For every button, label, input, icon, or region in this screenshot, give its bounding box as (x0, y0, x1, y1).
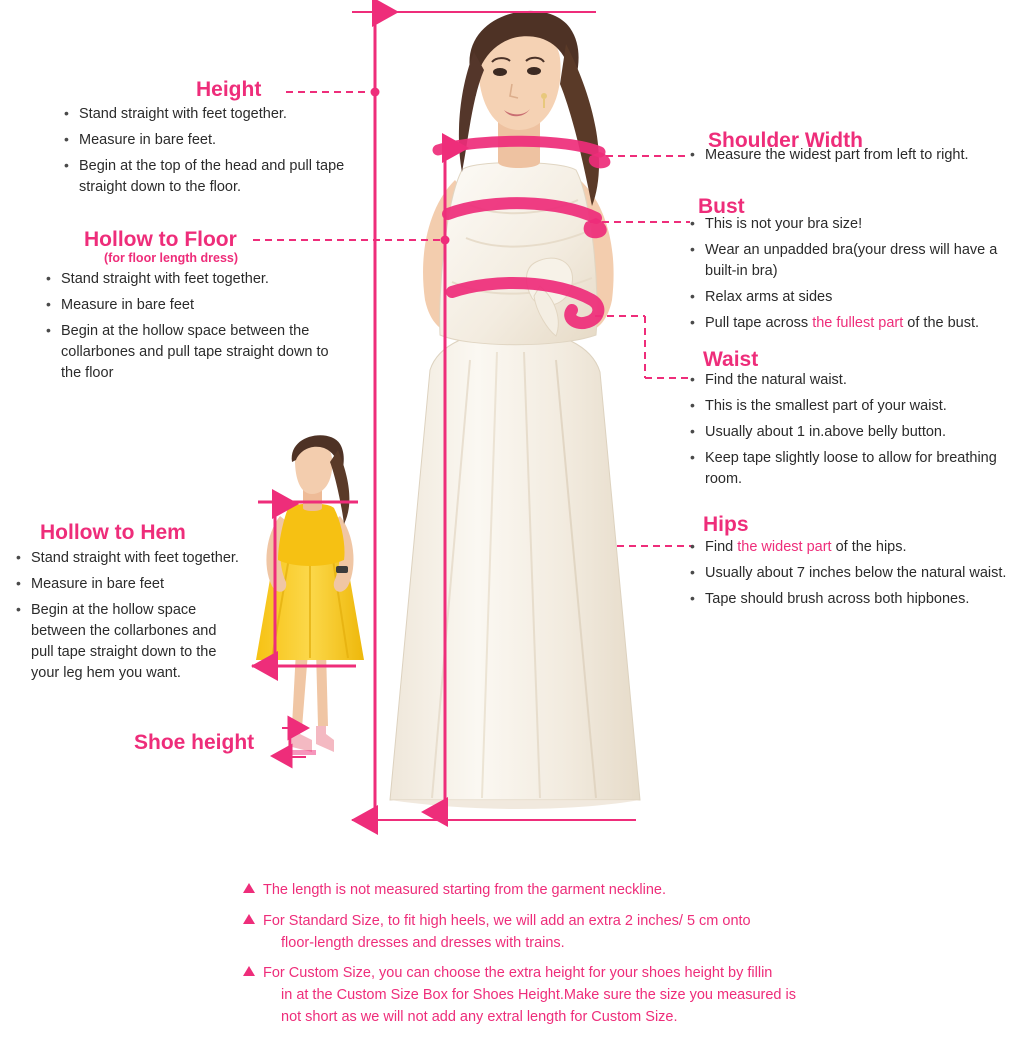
footnote-row (243, 911, 883, 955)
hollow-to-hem-bullets (14, 548, 239, 689)
bust-heading: Bust (698, 195, 745, 218)
list-item: • Stand straight with feet together. (62, 104, 352, 125)
bust-text-suffix: of the bust. (903, 315, 980, 332)
leader-lines-right (590, 156, 692, 546)
shoe-icon (286, 726, 334, 755)
main-model-figure (390, 11, 640, 809)
list-item: • Measure the widest part from left to right. (688, 145, 1008, 166)
footnote-row (243, 963, 883, 1028)
list-item: • Usually about 1 in.above belly button. (688, 422, 1008, 443)
list-item: • Begin at the hollow space between the collarbones and pull tape straight down to the your leg hem you want. (14, 600, 239, 684)
list-item: • Measure in bare feet (14, 574, 239, 595)
list-item: • Measure in bare feet (44, 295, 344, 316)
hollow-to-hem-measure-line (252, 502, 358, 666)
list-item: • Wear an unpadded bra(your dress will have a built-in bra) (688, 240, 1008, 282)
height-bullets (62, 104, 352, 203)
hollow-to-hem-model-figure (256, 435, 364, 755)
list-item: • This is the smallest part of your waist. (688, 396, 1008, 417)
hips-text-highlight: the widest part (737, 539, 832, 555)
bust-text-prefix: Pull tape across (705, 315, 813, 332)
list-item: • Begin at the hollow space between the collarbones and pull tape straight down to the floor (44, 321, 344, 384)
waist-heading: Waist (703, 348, 759, 371)
list-item: • Begin at the top of the head and pull tape straight down to the floor. (62, 156, 352, 198)
shoulder-width-bullets (688, 145, 1008, 171)
hips-text-suffix: of the hips. (831, 539, 907, 555)
tape-waist (452, 283, 598, 323)
hollow-to-floor-subheading: (for floor length dress) (104, 251, 239, 265)
footnote-row (243, 880, 883, 902)
footnote-line: For Standard Size, to fit high heels, we will add an extra 2 inches/ 5 cm onto (263, 912, 751, 929)
list-item (688, 537, 1008, 558)
hips-bullets (688, 537, 1008, 615)
list-item: • Relax arms at sides (688, 287, 1008, 308)
list-item (688, 313, 1008, 334)
hollow-to-floor-heading: Hollow to Floor (84, 228, 237, 251)
list-item: • Find the natural waist. (688, 370, 1008, 391)
footnote-line: The length is not measured starting from the garment neckline. (263, 882, 666, 898)
list-item: • This is not your bra size! (688, 214, 1008, 235)
list-item: • Stand straight with feet together. (14, 548, 239, 569)
bust-text-highlight: the fullest part (812, 315, 904, 332)
list-item: • Stand straight with feet together. (44, 269, 344, 290)
footnote-line: not short as we will not add any extral length for Custom Size. (281, 1008, 678, 1025)
warning-triangle-icon (243, 914, 255, 924)
bust-bullets (688, 214, 1008, 339)
hollow-to-hem-heading: Hollow to Hem (40, 521, 186, 544)
list-item: • Tape should brush across both hipbones. (688, 589, 1008, 610)
warning-triangle-icon (243, 966, 255, 976)
footnote-line: floor-length dresses and dresses with trains. (281, 934, 565, 951)
height-heading: Height (196, 78, 262, 101)
list-item: • Measure in bare feet. (62, 130, 352, 151)
footnote-line: in at the Custom Size Box for Shoes Height.Make sure the size you measured is (281, 987, 796, 1003)
waist-bullets (688, 370, 1008, 495)
footnotes (243, 880, 883, 1038)
warning-triangle-icon (243, 883, 255, 893)
hips-text-prefix: Find (705, 539, 738, 555)
shoe-height-measure-line (278, 728, 306, 757)
tape-shoulder-width (438, 141, 610, 168)
shoulder-width-heading: Shoulder Width (708, 129, 863, 152)
footnote-line: For Custom Size, you can choose the extra height for your shoes height by fillin (263, 965, 773, 982)
hips-heading: Hips (703, 513, 749, 536)
list-item: • Usually about 7 inches below the natural waist. (688, 563, 1008, 584)
list-item: • Keep tape slightly loose to allow for breathing room. (688, 448, 1008, 490)
hollow-to-floor-measure-line (441, 148, 450, 812)
shoe-height-heading: Shoe height (134, 731, 255, 754)
height-measure-line (352, 12, 636, 820)
hollow-to-floor-bullets (44, 269, 344, 389)
tape-bust (448, 203, 607, 238)
